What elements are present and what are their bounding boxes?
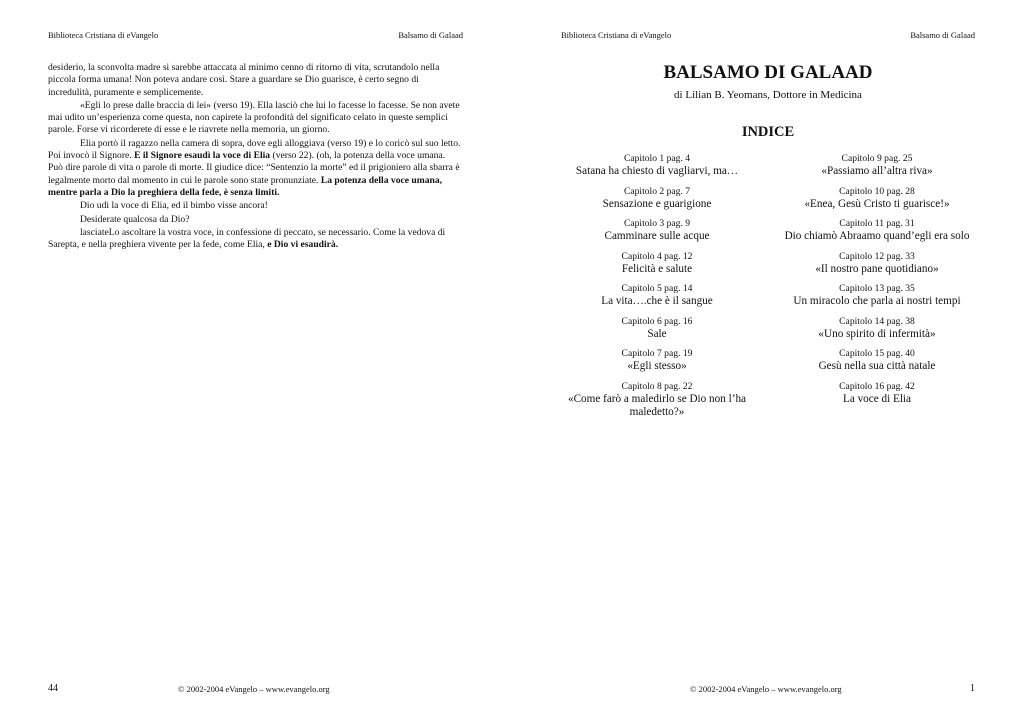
- chapter-page-ref: Capitolo 11 pag. 31: [839, 218, 915, 229]
- chapter-title: Camminare sulle acque: [604, 230, 710, 242]
- chapter-title: Un miracolo che parla ai nostri tempi: [793, 295, 961, 307]
- header-book-title: Balsamo di Galaad: [398, 30, 463, 40]
- index-entry: [557, 218, 757, 244]
- chapter-page-ref: Capitolo 16 pag. 42: [839, 380, 915, 392]
- text-run: desiderio, la sconvolta madre si sarebbe attaccata al minimo cenno di ritorno di vita, scrutandolo nella piccola forma umana! Non poteva andare così. Stare a guardare se Dio guarisce, è certo segno di incredulità, puramente e semplicemente.: [48, 62, 440, 98]
- index-entry: [777, 251, 977, 277]
- chapter-title: Felicità e salute: [621, 262, 693, 275]
- chapter-page-ref: Capitolo 6 pag. 16: [621, 315, 693, 327]
- chapter-title: Sale: [647, 327, 667, 340]
- chapter-title: La voce di Elia: [842, 392, 912, 405]
- body-paragraph: [48, 214, 461, 226]
- text-run: «Egli lo prese dalle braccia di lei» (verso 19). Ella lasciò che lui lo facesse lo facesse. Se non avete mai udito un’esperienza come questa, non capirete la profondità del significato celato in queste semplici parole. Forse vi ricorderete di esse e le riavrete nella memoria, un giorno.: [48, 99, 460, 136]
- body-paragraph: [48, 138, 461, 199]
- header-library: Biblioteca Cristiana di eVangelo: [561, 30, 672, 40]
- body-paragraph: [48, 62, 461, 99]
- body-text: [48, 62, 461, 252]
- chapter-title: Gesù nella sua città natale: [818, 360, 936, 372]
- chapter-title: «Uno spirito di infermità»: [818, 327, 936, 340]
- chapter-title: «Passiamo all’altra riva»: [821, 165, 933, 177]
- index-entry: [777, 186, 977, 212]
- bold-text: E il Signore esaudì la voce di Elia: [134, 150, 271, 162]
- chapter-title: La vita….che è il sangue: [601, 295, 713, 307]
- index-column-right: [777, 153, 977, 413]
- right-page: [512, 0, 1024, 725]
- index-heading: INDICE: [741, 124, 795, 140]
- chapter-page-ref: Capitolo 5 pag. 14: [621, 283, 693, 294]
- index-entry: [557, 251, 757, 277]
- index-entry: [557, 153, 757, 179]
- index-entry: [557, 316, 757, 342]
- index-entry: [777, 283, 977, 309]
- chapter-page-ref: Capitolo 2 pag. 7: [623, 185, 691, 197]
- index-column-left: [557, 153, 757, 427]
- bold-text: e Dio vi esaudirà.: [267, 239, 339, 251]
- index-entry: [777, 153, 977, 179]
- index-entry: [777, 316, 977, 342]
- text-run: Dio udì la voce di Elia, ed il bimbo visse ancora!: [80, 200, 268, 212]
- index-entry: [777, 348, 977, 374]
- bold-text: La potenza della voce umana, mentre parla a Dio la preghiera della fede, è senza limiti.: [48, 174, 443, 198]
- text-run: lasciateLo ascoltare la vostra voce, in confessione di peccato, se necessario. Come la vedova di Sarepta, e nella preghiera vivente per la fede, come Elia,: [48, 226, 446, 251]
- text-run: Elia portò il ragazzo nella camera di sopra, dove egli alloggiava (verso 19) e lo coricò sul suo letto. Poi invocò il Signore.: [48, 137, 461, 162]
- header-library: Biblioteca Cristiana di eVangelo: [48, 30, 159, 40]
- chapter-page-ref: Capitolo 9 pag. 25: [841, 153, 913, 164]
- header-book-title: Balsamo di Galaad: [910, 30, 975, 40]
- chapter-page-ref: Capitolo 1 pag. 4: [623, 153, 691, 164]
- text-run: (verso 22). (oh, la potenza della voce umana. Può dire parole di vita o parole di morte. Il giudice dice: “Sentenzio la morte” ed il prigioniero alla sbarra è legalmente morto dal momento in cui le parole sono state pronunziate.: [48, 150, 460, 186]
- chapter-page-ref: Capitolo 15 pag. 40: [839, 348, 915, 359]
- chapter-title: Sensazione e guarigione: [602, 197, 712, 210]
- index-entry: [557, 381, 757, 420]
- footer-copyright: © 2002-2004 eVangelo – www.evangelo.org: [178, 684, 330, 694]
- book-title: BALSAMO DI GALAAD: [663, 62, 873, 83]
- page-number: 44: [48, 683, 58, 694]
- chapter-title: «Enea, Gesù Cristo ti guarisce!»: [804, 197, 950, 210]
- index-entry: [557, 283, 757, 309]
- chapter-page-ref: Capitolo 13 pag. 35: [839, 283, 915, 294]
- index-entry: [557, 348, 757, 374]
- chapter-page-ref: Capitolo 14 pag. 38: [839, 315, 915, 327]
- footer-copyright: © 2002-2004 eVangelo – www.evangelo.org: [690, 684, 842, 694]
- chapter-page-ref: Capitolo 12 pag. 33: [839, 250, 915, 262]
- chapter-page-ref: Capitolo 7 pag. 19: [621, 348, 693, 359]
- body-paragraph: [48, 100, 461, 137]
- index-entry: [777, 381, 977, 407]
- chapter-title: «Egli stesso»: [627, 360, 687, 372]
- chapter-title: «Il nostro pane quotidiano»: [815, 262, 939, 275]
- chapter-title: Dio chiamò Abraamo quand’egli era solo: [784, 230, 970, 242]
- body-paragraph: [48, 200, 461, 212]
- body-paragraph: [48, 227, 461, 252]
- chapter-page-ref: Capitolo 8 pag. 22: [621, 380, 693, 392]
- chapter-page-ref: Capitolo 10 pag. 28: [839, 185, 915, 197]
- chapter-page-ref: Capitolo 4 pag. 12: [621, 250, 693, 262]
- chapter-title: «Come farò a maledirlo se Dio non l’ha maledetto?»: [567, 392, 747, 418]
- page-number: 1: [970, 683, 975, 694]
- index-entry: [557, 186, 757, 212]
- chapter-page-ref: Capitolo 3 pag. 9: [623, 218, 691, 229]
- text-run: Desiderate qualcosa da Dio?: [80, 213, 190, 225]
- chapter-title: Satana ha chiesto di vagliarvi, ma…: [575, 165, 739, 177]
- index-entry: [777, 218, 977, 244]
- book-author: di Lilian B. Yeomans, Dottore in Medicina: [674, 89, 862, 101]
